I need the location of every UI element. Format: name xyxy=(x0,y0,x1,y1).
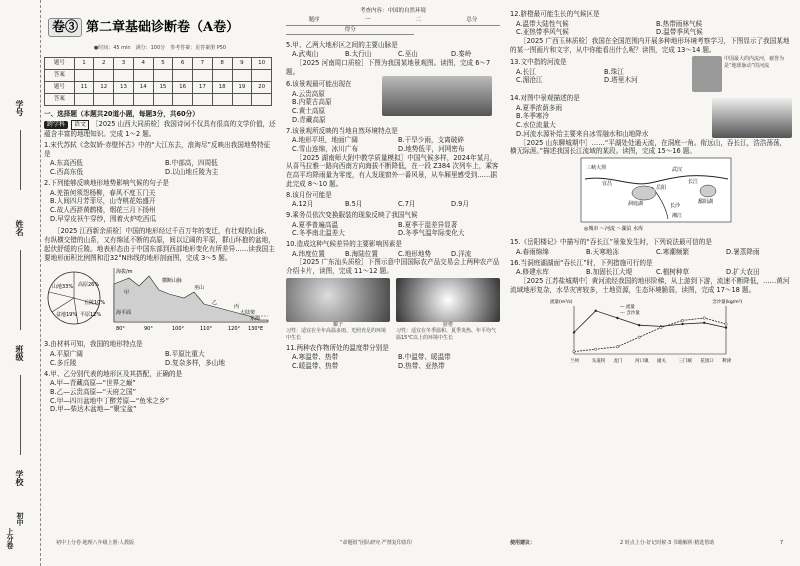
pie-chart xyxy=(48,272,105,324)
pie-divider xyxy=(74,298,78,324)
point-sediment xyxy=(681,319,683,321)
options-7 xyxy=(286,136,500,153)
content-header: 考查内容：中国的自然环境 xyxy=(359,8,426,14)
option: D.热带、亚热带 xyxy=(398,362,445,371)
yellow-river-chart xyxy=(550,296,750,374)
option: B.热带雨林气候 xyxy=(656,19,703,28)
option: C.7月 xyxy=(398,200,416,209)
options-15 xyxy=(510,248,792,257)
point-sediment xyxy=(725,323,727,325)
profile-label: 海平面 xyxy=(116,309,132,316)
profile-label: 东海 xyxy=(250,315,261,322)
point-sediment xyxy=(595,348,597,350)
option: A.寒温带、热带 xyxy=(292,353,339,362)
question-number-cell: 14 xyxy=(133,81,153,93)
answer-cell[interactable] xyxy=(232,69,252,81)
option: D.甲—柴达木盆地—“聚宝盆” xyxy=(50,405,137,414)
orange-photo xyxy=(396,278,500,322)
map-label: 洞庭湖 xyxy=(628,201,644,208)
answer-cell[interactable] xyxy=(232,93,252,105)
answer-cell[interactable] xyxy=(153,93,173,105)
answer-cell[interactable] xyxy=(193,93,213,105)
options-6 xyxy=(286,90,376,125)
options-4 xyxy=(44,379,276,414)
option: D.河流水源补给主要来自冰雪融水和山地降水 xyxy=(516,129,649,138)
material-3: ［2025 江西新余质检］中国的地形经过千百万年的变迁，有壮观的山脉、有纵横交错的山系，又有绵延不断的高原，间以辽阔的平原，群山环抱的盆地，起伏舒缓的丘陵。地表形态由于中国东部到西部地形变化有所差异……读我国主要地形面积比例图和沿32°N纬线的地形剖面图，完成 3～5 题。 xyxy=(44,227,275,262)
option: B.珠江 xyxy=(604,67,624,76)
card-title: 脐橙 xyxy=(442,321,453,328)
option: D.秦岭 xyxy=(451,50,472,59)
material-6: ［2025 河南周口质检］下图为我国某地景观图。读图，完成 6～7 题。 xyxy=(286,59,491,76)
question-15: 15.《岳阳楼记》中描写的“吞长江”景象发生时，下列说法最可信的是 xyxy=(510,238,712,247)
option: D.早穿皮袄午穿纱，围着火炉吃西瓜 xyxy=(50,214,157,223)
option: B.海陆位置 xyxy=(345,249,378,258)
question-number-cell: 13 xyxy=(114,81,134,93)
question-number-cell: 9 xyxy=(232,57,252,69)
option: C.地形地势 xyxy=(398,249,432,258)
map-label: 宜昌 xyxy=(602,181,613,188)
point-flow xyxy=(616,317,618,319)
question-6: 6.该景观最可能出现在 xyxy=(286,80,352,89)
forest-photo xyxy=(712,98,792,138)
option: A.夏季普遍高温 xyxy=(292,220,339,229)
point-flow xyxy=(595,309,597,311)
option: D.冬季气温年际变化大 xyxy=(398,229,465,238)
y-left-label: 流量(m³/s) xyxy=(550,299,573,305)
card-desc: 习性：适宜在冬季温和、夏季炎热、年平均气温15℃以上的环境中生长 xyxy=(396,328,497,342)
question-number-cell: 2 xyxy=(94,57,114,69)
answer-cell[interactable] xyxy=(114,69,134,81)
option: C.故人西辞黄鹤楼，烟花三月下扬州 xyxy=(50,205,156,214)
answer-cell[interactable] xyxy=(252,69,272,81)
option: A.地形平坦，地面广阔 xyxy=(292,136,358,145)
option: D.地势低平，河网密布 xyxy=(398,144,465,153)
question-16: 16.当洞庭湖湖面“吞长江”时，下列措施可行的是 xyxy=(510,258,653,267)
profile-label: 横断山脉 xyxy=(162,277,183,284)
option: A.羌笛何须怨杨柳，春风不度玉门关 xyxy=(50,188,156,197)
table-head-cell: 题号 xyxy=(45,81,75,93)
header-cell: 得分 xyxy=(344,26,356,33)
question-number-cell: 6 xyxy=(173,57,193,69)
option: D.以山地丘陵为主 xyxy=(165,168,219,177)
river-note: 中国最大的内流河，被誉为是“地球脉动”的河流 xyxy=(724,56,785,69)
option: C.亚热带季风气候 xyxy=(516,28,569,37)
option: A.春雨绵绵 xyxy=(516,247,549,256)
card-title: 椰子 xyxy=(332,321,343,328)
option: A.温带大陆性气候 xyxy=(516,19,569,28)
point-sediment xyxy=(573,350,575,352)
option: B.冬季寒冷 xyxy=(516,112,549,121)
option: A.12月 xyxy=(292,200,314,209)
option: C.暖温带、热带 xyxy=(292,362,339,371)
option: C.西高东低 xyxy=(50,168,84,177)
option: A.武夷山 xyxy=(292,50,319,59)
map-label: 长沙 xyxy=(670,203,681,210)
option: B.中部高，四周低 xyxy=(165,159,218,168)
option: D.洋流 xyxy=(451,249,472,258)
lake-poyang xyxy=(700,185,716,197)
subject-tag: 跨学科 xyxy=(44,121,68,129)
river-card xyxy=(692,56,792,92)
question-number-cell: 18 xyxy=(212,81,232,93)
option: B.夏季干湿差异显著 xyxy=(398,220,458,229)
point-sediment xyxy=(703,317,705,319)
legend-sediment: --- 含沙量 xyxy=(620,310,640,316)
question-2: 2.下列能够反映地形地势影响气候的句子是 xyxy=(44,178,169,187)
column-1 xyxy=(44,8,276,414)
material-15: ［2025 山东聊城期中］……“平湖处处通天流，在洞庭一角。衔远山，吞长江，浩浩荡荡，横无际涯。”描述我国长江流域的某段。读图，完成 15～16 题。 xyxy=(510,138,787,156)
map-label: 鄱阳湖 xyxy=(698,199,714,206)
option: C.黄土高原 xyxy=(292,107,326,116)
question-number-cell: 12 xyxy=(94,81,114,93)
option: B.平原比重大 xyxy=(165,350,205,359)
line-class xyxy=(20,375,21,455)
question-number-cell: 7 xyxy=(193,57,213,69)
option: C.甲—四川盆地中丁醉芳原—“鱼米之乡” xyxy=(50,396,170,405)
option: D.塔里木河 xyxy=(604,76,638,85)
x-tick-label: 河口镇 xyxy=(635,358,649,364)
answer-cell[interactable] xyxy=(212,69,232,81)
option: A.纬度位置 xyxy=(292,249,325,258)
table-answer-cell: 答案 xyxy=(45,93,75,105)
material-17: ［2025 江苏盐城期中］黄河流经我国的地形阶梯，从上游到下游，流速不断降低，……黄河流域地形复杂，水旱灾害较多，土地资源，生态环境脆弱，读图，完成 17～18 题。 xyxy=(510,276,790,294)
pie-label: 平原12% xyxy=(80,311,102,318)
profile-xtick: 110° xyxy=(200,325,213,332)
series-line-flow xyxy=(574,311,726,333)
label-name: 姓名 xyxy=(15,220,24,236)
map-label: 湘江 xyxy=(672,213,683,220)
options-2 xyxy=(44,189,276,224)
question-number-cell: 10 xyxy=(252,57,272,69)
profile-xtick: 120° xyxy=(228,325,241,332)
question-number-cell: 5 xyxy=(153,57,173,69)
question-11: 11.两种农作物所处的温度带分别是 xyxy=(286,343,389,352)
point-sediment xyxy=(660,326,662,328)
option: B.太行山 xyxy=(345,50,372,59)
option: C.植树种草 xyxy=(656,268,690,277)
footer-tips: 2 时点上分·好记时候·3 书籍解析·精选帮助 xyxy=(620,540,715,546)
option: B.乙—云贵高原—“天府之国” xyxy=(50,387,136,396)
card-orange xyxy=(396,278,500,342)
option: D.暑蒸降雨 xyxy=(726,247,760,256)
point-flow xyxy=(573,331,575,333)
pie-label: 高原26% xyxy=(78,281,100,288)
score-header xyxy=(286,17,500,25)
option: C.湄沧江 xyxy=(516,76,543,85)
option: D.温带季风气候 xyxy=(656,28,703,37)
pie-divider xyxy=(52,298,74,312)
map-legend: ◎城市 ～河流 ～湖泊 水库 xyxy=(584,226,644,233)
profile-chart xyxy=(114,268,268,332)
x-tick-label: 花园口 xyxy=(700,358,714,364)
map-label: 三峡大坝 xyxy=(586,165,607,172)
profile-xtick: 90° xyxy=(144,325,153,332)
option: C.寒潮频繁 xyxy=(656,247,690,256)
profile-label: 乙 xyxy=(212,299,218,306)
header-cell: 总分 xyxy=(466,17,478,24)
option: B.中温带、暖温带 xyxy=(398,353,451,362)
x-tick-label: 潼关 xyxy=(656,358,666,364)
answer-cell[interactable] xyxy=(114,93,134,105)
line-xuehao xyxy=(20,130,21,190)
options-9 xyxy=(286,221,500,238)
point-sediment xyxy=(638,336,640,338)
option: C.冬季南北温差大 xyxy=(292,229,345,238)
option: C.巫山 xyxy=(398,50,418,59)
point-sediment xyxy=(616,345,618,347)
question-number-cell: 4 xyxy=(133,57,153,69)
x-tick-label: 三门峡 xyxy=(678,358,693,364)
page-number: 7 xyxy=(780,540,784,546)
option: B.加固长江大堤 xyxy=(586,268,633,277)
score-table xyxy=(44,57,272,106)
question-4: 4.甲、乙分别代表的地形区及其搭配，正确的是 xyxy=(44,369,183,378)
profile-label: 甲 xyxy=(124,289,130,296)
pie-divider xyxy=(49,292,74,298)
question-number-cell: 20 xyxy=(252,81,272,93)
x-tick-label: 兰州 xyxy=(570,358,579,364)
point-flow xyxy=(638,324,640,326)
terrain-figure xyxy=(44,264,272,336)
option: A.平原广阔 xyxy=(50,350,83,359)
options-3 xyxy=(44,350,276,367)
header-cell: 题序 xyxy=(308,17,320,24)
footer-left: 初中上分卷·地理八年级上册·人教版 xyxy=(56,540,135,546)
footer-mid: “命题组”团队研究·严禁复印盗印 xyxy=(340,540,412,546)
map-label: 长江 xyxy=(688,179,699,186)
column-2 xyxy=(286,8,500,371)
pie-label: 盆地19% xyxy=(56,311,78,318)
exam-meta: ●时间：45 min 满分：100分 参考答案：见答案册 P50 xyxy=(93,45,227,52)
option: C.多丘陵 xyxy=(50,358,77,367)
table-head-cell: 题号 xyxy=(45,57,75,69)
option: D.复杂多样，多山地 xyxy=(165,358,225,367)
x-tick-label: 利津 xyxy=(722,358,731,364)
option: A.云贵高原 xyxy=(292,89,325,98)
river-photo xyxy=(692,56,722,92)
header-cell: 二 xyxy=(415,17,422,24)
question-13: 13.文中指的河流是 xyxy=(510,58,567,67)
options-14 xyxy=(510,104,708,139)
subject-tag2: 语文 xyxy=(71,120,89,130)
material-13: ［2025 广西玉林质检］我国在全国范围内开展多种地形环境考察学习，下图显示了我国某地的某一图画片和文字，从中你能看出什么呢？读图，完成 13～14 题。 xyxy=(510,37,790,54)
column-3 xyxy=(510,8,792,377)
profile-xtick: 100° xyxy=(172,325,185,332)
card-coconut xyxy=(286,278,390,342)
question-7: 7.该景观所反映的当地自然环境特点是 xyxy=(286,126,398,135)
label-grade: 初中 xyxy=(16,512,24,526)
map-label: 岳阳 xyxy=(656,185,667,192)
legend-flow: — 流量 xyxy=(620,304,635,310)
label-school: 学校 xyxy=(15,470,24,486)
x-tick-label: 龙门 xyxy=(613,358,623,364)
answer-cell[interactable] xyxy=(74,93,94,105)
profile-xtick: 130°E xyxy=(248,325,264,332)
question-number-cell: 15 xyxy=(153,81,173,93)
question-9: 9.乘务员依次变换服装的现象反映了我国气候 xyxy=(286,210,418,219)
answer-cell[interactable] xyxy=(252,93,272,105)
option: A.长江 xyxy=(516,67,536,76)
map-label: 武汉 xyxy=(672,167,683,174)
option: D.扩大农田 xyxy=(726,268,760,277)
option: B.天寒地冻 xyxy=(586,247,619,256)
options-1 xyxy=(44,159,276,176)
answer-cell[interactable] xyxy=(94,69,114,81)
pie-label: 丘陵10% xyxy=(84,299,106,306)
answer-cell[interactable] xyxy=(212,93,232,105)
option: A.夏季浓荫多雨 xyxy=(516,103,563,112)
question-12: 12.脐橙最可能生长的气候区是 xyxy=(510,10,600,18)
question-8: 8.该月份可能是 xyxy=(286,190,332,199)
line-name xyxy=(20,250,21,330)
material-1: ［2025 山西大同质检］我国诗词不仅具有很高的文学价值，还蕴含丰富的地理知识。完成 1～2 题。 xyxy=(44,120,276,139)
answer-cell[interactable] xyxy=(74,69,94,81)
option: B.5月 xyxy=(345,200,363,209)
label-corner: 上分卷 xyxy=(6,528,14,549)
option: D.青藏高原 xyxy=(292,115,326,124)
answer-cell[interactable] xyxy=(153,69,173,81)
point-flow xyxy=(703,321,705,323)
question-number-cell: 19 xyxy=(232,81,252,93)
y-right-label: 含沙量(kg/m³) xyxy=(712,299,743,305)
question-5: 5.甲、乙两大地形区之间的主要山脉是 xyxy=(286,40,398,49)
option: B.内蒙古高原 xyxy=(292,98,332,107)
landscape-photo xyxy=(382,76,492,116)
answer-cell[interactable] xyxy=(94,93,114,105)
question-number-cell: 3 xyxy=(114,57,134,69)
label-xuehao: 学号 xyxy=(15,100,24,116)
question-10: 10.造成这种气候差异的主要影响因素是 xyxy=(286,240,402,249)
option: A.甲—青藏高原—“世界之巅” xyxy=(50,379,136,388)
dongting-map xyxy=(580,157,750,233)
options-5 xyxy=(286,50,500,59)
answer-cell[interactable] xyxy=(173,93,193,105)
option: B.人间四月芳菲尽，山寺桃花始盛开 xyxy=(50,197,156,206)
point-flow xyxy=(725,326,727,328)
profile-xtick: 80° xyxy=(116,325,125,332)
section-heading: 一、选择题（本题共20道小题，每题3分，共60分） xyxy=(44,109,199,118)
pie-label: 山地33% xyxy=(52,283,74,290)
binding-margin xyxy=(0,0,41,566)
answer-cell[interactable] xyxy=(193,69,213,81)
options-8 xyxy=(286,200,500,209)
label-class: 班级 xyxy=(15,345,24,361)
options-13 xyxy=(510,68,688,85)
card-desc: 习性：适宜在全年高温多雨、光照充足的环境中生长 xyxy=(286,328,387,342)
answer-cell[interactable] xyxy=(133,69,153,81)
table-answer-cell: 答案 xyxy=(45,69,75,81)
title-text: 第二章基础诊断卷（A卷） xyxy=(86,20,240,35)
profile-label: 大陆架 xyxy=(240,309,256,316)
page-title xyxy=(48,18,276,37)
answer-cell[interactable] xyxy=(173,69,193,81)
question-number-cell: 17 xyxy=(193,81,213,93)
profile-label: 丙 xyxy=(234,303,240,310)
answer-cell[interactable] xyxy=(133,93,153,105)
header-cell: 一 xyxy=(364,17,371,24)
option: A.修建水库 xyxy=(516,268,549,277)
option: D.9月 xyxy=(451,200,469,209)
material-11: ［2025 广东汕头质检］下图示意中国国际农产品交易会上两种农产品介绍卡片，读图，完成 11～12 题。 xyxy=(286,258,500,276)
x-tick-label: 头道拐 xyxy=(591,358,606,364)
question-number-cell: 16 xyxy=(173,81,193,93)
options-16 xyxy=(510,268,792,277)
option: A.东高西低 xyxy=(50,159,83,168)
question-3: 3.由材料可知，我国的地形特点是 xyxy=(44,340,143,349)
profile-label: 巫山 xyxy=(194,284,205,291)
title-badge: 卷③ xyxy=(48,18,82,37)
question-number-cell: 1 xyxy=(74,57,94,69)
material-8: ［2025 湖南师大附中教学质量模拟］中国气候多样，2024年某月，从喜马拉雅一路向西南方向海拔不断降低，在一段 Z384 次列车上，乘客在高平均降雨量为零度，有人发现窗外一番风景，从车厢里感受到……据此完成 8～10 题。 xyxy=(286,153,499,188)
footer-usage: 使用建议： xyxy=(510,540,536,546)
lake-dongting xyxy=(632,186,656,200)
profile-ylabel: 海拔/m xyxy=(116,268,133,275)
option: C.水位流量大 xyxy=(516,121,556,130)
question-14: 14.对图中景观描述的是 xyxy=(510,94,580,103)
question-number-cell: 8 xyxy=(212,57,232,69)
point-flow xyxy=(681,323,683,325)
option: B.干旱少雨，支离破碎 xyxy=(398,136,464,145)
score-row xyxy=(286,27,414,35)
option: C.雪山连绵，冰川广布 xyxy=(292,144,359,153)
options-11 xyxy=(286,353,500,370)
question-1: 1.宋代苏轼《念奴娇·赤壁怀古》中的“大江东去，浪淘尽”反映出我国地势特征是 xyxy=(44,141,271,158)
options-12 xyxy=(510,20,792,37)
question-number-cell: 11 xyxy=(74,81,94,93)
coconut-photo xyxy=(286,278,390,322)
